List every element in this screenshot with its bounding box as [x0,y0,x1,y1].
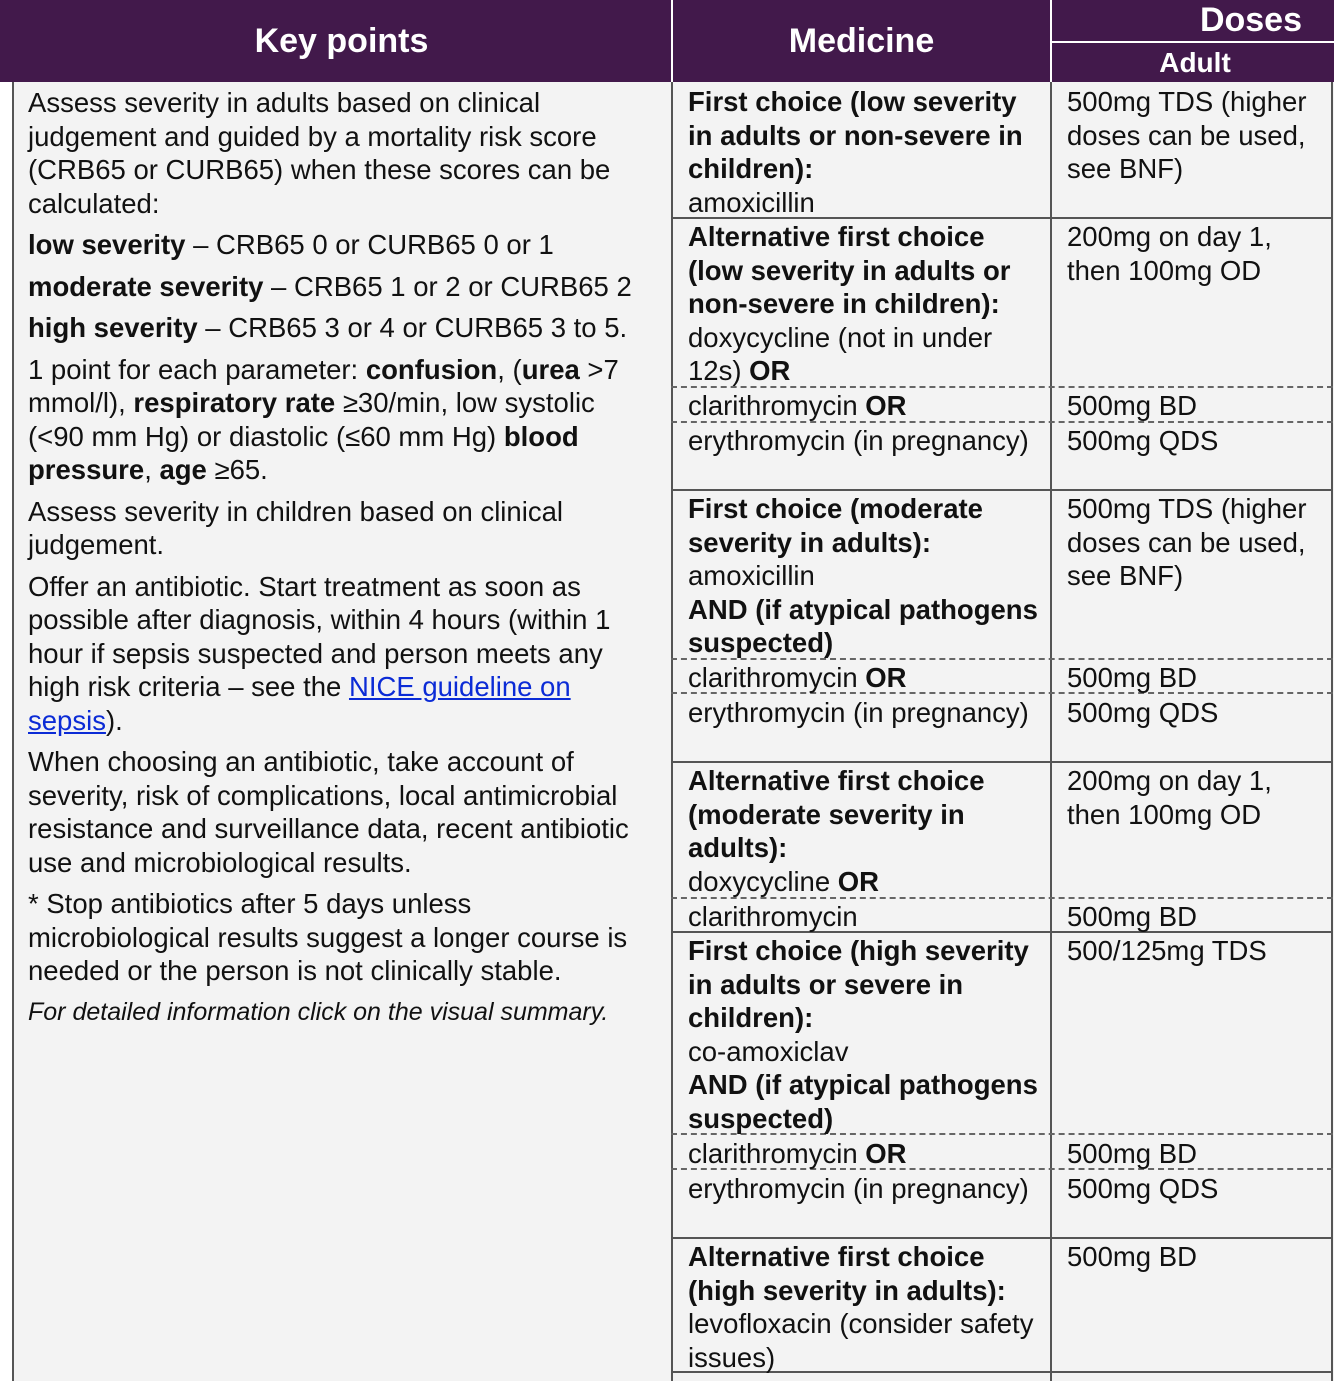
dose-cell: 500mg QDS [1067,425,1219,456]
dose-cell: 500/125mg TDS [1067,935,1267,966]
para-offer: Offer an antibiotic. Start treatment as soon as possible after diagnosis, within 4 hours (within 1 hour if sepsis suspected and person meets any high risk criteria – see the NICE guideline on sepsis). [28,570,611,736]
medicine-cell: First choice (high severity in adults or severe in children): co-amoxiclav AND (if atypical pathogens suspected) [688,935,1038,1134]
medicine-cell: erythromycin (in pregnancy) [688,1173,1029,1204]
column-divider [1050,82,1052,1381]
dose-cell: 500mg QDS [1067,697,1219,728]
para-detail: For detailed information click on the visual summary. [28,997,609,1026]
right-edge [1331,82,1333,1381]
dose-cell: 500mg TDS (higher doses can be used, see BNF) [1067,86,1307,184]
medicine-cell: clarithromycin OR [688,390,907,421]
medicine-cell: First choice (moderate severity in adults): amoxicillin AND (if atypical pathogens suspected) [688,493,1038,658]
medicine-cell: clarithromycin OR [688,1138,907,1169]
dose-cell: 500mg BD [1067,1138,1197,1169]
header-medicine: Medicine [673,0,1050,82]
para-low-severity: low severity – CRB65 0 or CURB65 0 or 1 [28,229,554,260]
header-adult: Adult [1052,43,1334,82]
dose-cell: 200mg on day 1, then 100mg OD [1067,221,1272,286]
key-points-text [28,86,658,1037]
dose-cell: 500mg TDS (higher doses can be used, see BNF) [1067,493,1307,591]
medicine-cell: Alternative first choice (low severity in adults or non-severe in children): doxycycline (not in under 12s) OR [688,221,1011,386]
medicine-cell: First choice (low severity in adults or non-severe in children): amoxicillin [688,86,1023,218]
medicine-cell: erythromycin (in pregnancy) [688,425,1029,456]
para-choosing: When choosing an antibiotic, take account of severity, risk of complications, local antimicrobial resistance and surveillance data, recent antibiotic use and microbiological results. [28,746,629,878]
medicine-cell: clarithromycin OR [688,662,907,693]
dose-cell: 500mg BD [1067,390,1197,421]
medicine-cell: erythromycin (in pregnancy) [688,697,1029,728]
row-divider [671,761,1333,763]
dose-cell: 500mg QDS [1067,1173,1219,1204]
para-stop: * Stop antibiotics after 5 days unless microbiological results suggest a longer course is needed or the person is not clinically stable. [28,888,628,986]
header-edge [0,0,12,82]
para-parameters: 1 point for each parameter: confusion, (urea >7 mmol/l), respiratory rate ≥30/min, low systolic (<90 mm Hg) or diastolic (≤60 mm Hg) blood pressure, age ≥65. [28,353,619,485]
dose-cell: 500mg BD [1067,901,1197,932]
para-high-severity: high severity – CRB65 3 or 4 or CURB65 3 to 5. [28,312,628,343]
header-key-points: Key points [12,0,671,82]
medicine-cell: Alternative first choice (moderate severity in adults): doxycycline OR [688,765,985,897]
dose-cell: 500mg BD [1067,1241,1197,1272]
row-divider [671,489,1333,491]
dose-cell: 500mg BD [1067,662,1197,693]
medicine-cell: Alternative first choice (high severity in adults): levofloxacin (consider safety issues) [688,1241,1034,1373]
dose-cell: 200mg on day 1, then 100mg OD [1067,765,1272,830]
para-assess-adults: Assess severity in adults based on clinical judgement and guided by a mortality risk score (CRB65 or CURB65) when these scores can be calculated: [28,87,611,219]
para-moderate-severity: moderate severity – CRB65 1 or 2 or CURB65 2 [28,270,632,302]
para-children: Assess severity in children based on clinical judgement. [28,495,563,560]
medicine-cell: clarithromycin [688,901,858,932]
header-doses: Doses [1052,0,1334,41]
row-divider [671,1237,1333,1239]
sepsis-guideline-link[interactable]: NICE guideline on sepsis [28,671,571,736]
